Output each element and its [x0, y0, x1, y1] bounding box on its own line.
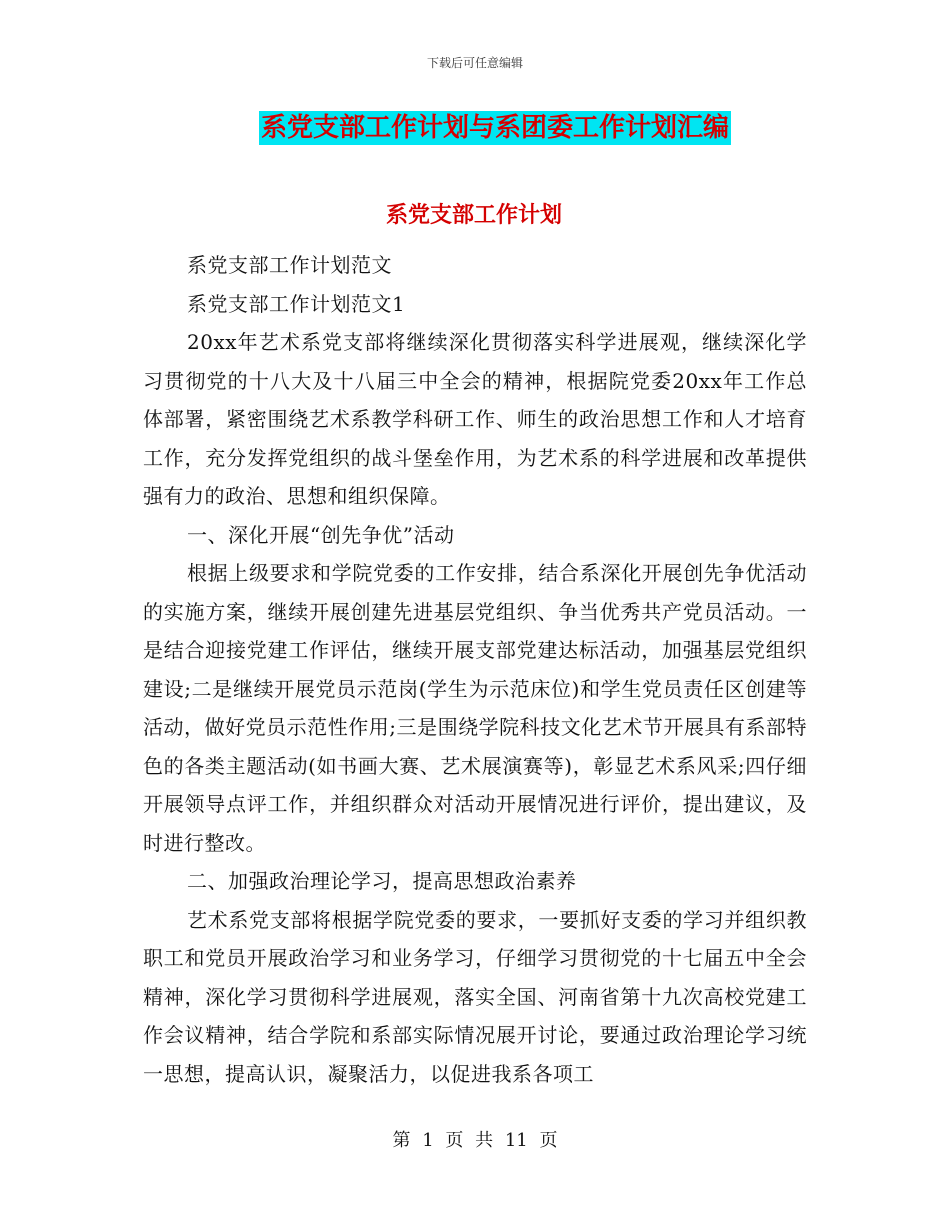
- paragraph-intro: 20xx年艺术系党支部将继续深化贯彻落实科学进展观，继续深化学习贯彻党的十八大及十八届三中全会的精神，根据院党委20xx年工作总体部署，紧密围绕艺术系教学科研工作、师生的政治思想工作和人才培育工作，充分发挥党组织的战斗堡垒作用，为艺术系的科学进展和改革提供强有力的政治、思想和组织保障。: [143, 330, 807, 508]
- page-footer: 第 1 页 共 11 页: [392, 1130, 558, 1151]
- section-title: 系党支部工作计划: [385, 202, 562, 228]
- paragraph-section-1: 根据上级要求和学院党委的工作安排，结合系深化开展创先争优活动的实施方案，继续开展创建先进基层党组织、争当优秀共产党员活动。一是结合迎接党建工作评估，继续开展支部党建达标活动，加强基层党组织建设;二是继续开展党员示范岗(学生为示范床位)和学生党员责任区创建等活动，做好党员示范性作用;三是围绕学院科技文化艺术节开展具有系部特色的各类主题活动(如书画大赛、艺术展演赛等)，彰显艺术系风采;四仔细开展领导点评工作，并组织群众对活动开展情况进行评价，提出建议，及时进行整改。: [143, 561, 807, 855]
- main-title: 系党支部工作计划与系团委工作计划汇编: [260, 113, 729, 143]
- heading-section-2: 二、加强政治理论学习，提高思想政治素养: [187, 869, 577, 893]
- main-title-container: [0, 111, 950, 145]
- paragraph-section-2: 艺术系党支部将根据学院党委的要求，一要抓好支委的学习并组织教职工和党员开展政治学习和业务学习，仔细学习贯彻党的十七届五中全会精神，深化学习贯彻科学进展观，落实全国、河南省第十九次高校党建工作会议精神，结合学院和系部实际情况展开讨论，要通过政治理论学习统一思想，提高认识，凝聚活力，以促进我系各项工: [143, 907, 807, 1086]
- heading-section-1: 一、深化开展“创先争优”活动: [187, 522, 455, 547]
- paragraph-sample-heading: 系党支部工作计划范文: [187, 253, 392, 277]
- header-note: 下载后可任意编辑: [426, 56, 523, 70]
- paragraph-sample-1-heading: 系党支部工作计划范文1: [187, 291, 406, 316]
- document-body: [143, 246, 807, 1093]
